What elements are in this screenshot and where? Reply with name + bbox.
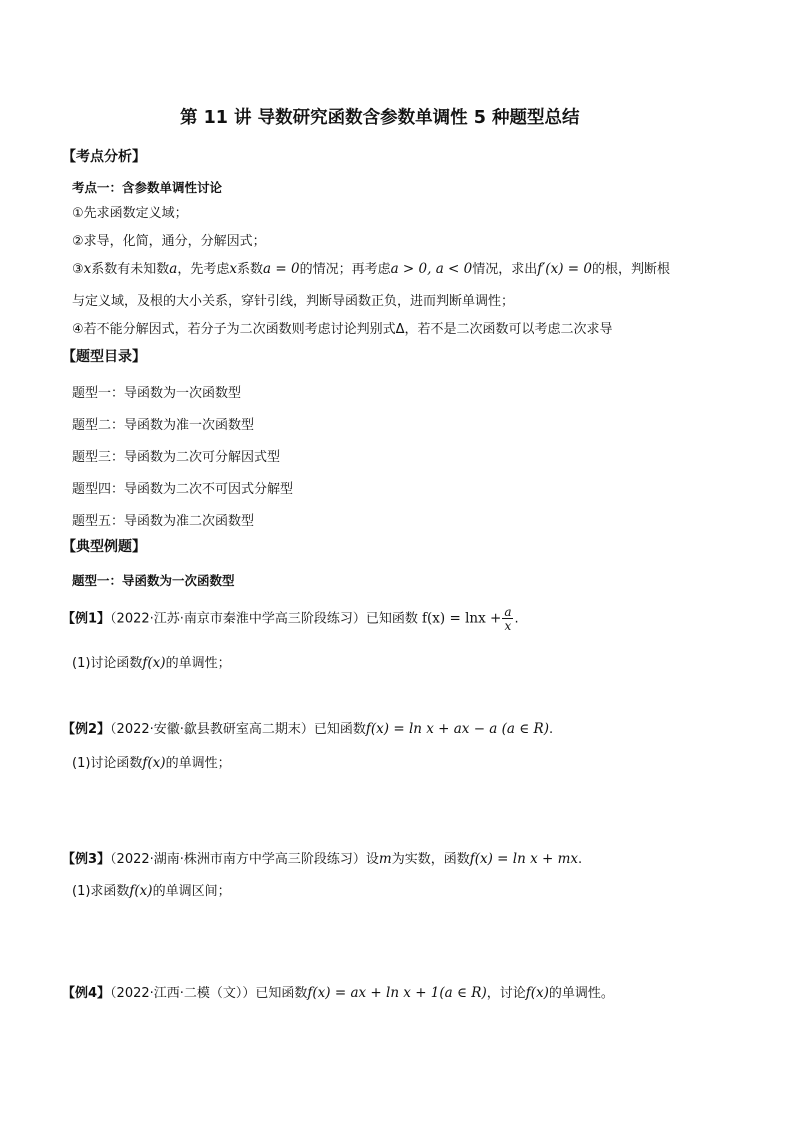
example2-stem <box>62 718 553 737</box>
example3-source: （2022·湖南·株洲市南方中学高三阶段练习）设 <box>110 852 379 867</box>
question-text: 的单调区间； <box>152 884 231 899</box>
example1-period: . <box>514 611 519 627</box>
example1-question1 <box>72 652 231 671</box>
example4-function: f(x) = ax + ln x + 1(a ∈ R) <box>307 985 487 1001</box>
question-text: (1)讨论函数 <box>72 656 143 671</box>
example4-end: 的单调性。 <box>548 986 614 1001</box>
section-heading-examples: 【典型例题】 <box>62 539 146 555</box>
example3-period: . <box>578 852 583 867</box>
example3-var-m: m <box>378 851 392 867</box>
example3-function: f(x) = ln x + mx <box>469 851 578 867</box>
example4-function-ref: f(x) <box>525 985 549 1001</box>
step3-formula: a > 0, a < 0 <box>390 261 473 277</box>
example2-tag: 【例2】 <box>62 722 111 737</box>
analysis-step3-line2: 与定义域，及根的大小关系，穿针引线，判断导函数正负，进而判断单调性； <box>72 294 515 309</box>
example3-tag: 【例3】 <box>62 852 111 867</box>
catalog-item: 题型五：导函数为准二次函数型 <box>72 514 255 529</box>
type1-heading: 题型一：导函数为一次函数型 <box>72 573 235 588</box>
step3-var-a: a <box>169 261 178 277</box>
step3-formula: a = 0 <box>263 261 300 277</box>
catalog-item: 题型一：导函数为一次函数型 <box>72 386 242 401</box>
example2-question1 <box>72 752 231 771</box>
example1-fraction <box>502 606 513 632</box>
example3-stem <box>62 848 582 867</box>
example1-function: f(x) = lnx + <box>422 610 502 627</box>
section-heading-analysis: 【考点分析】 <box>62 149 146 165</box>
example1-stem <box>62 606 519 632</box>
example2-period: . <box>548 722 554 737</box>
step3-text: 系数有未知数 <box>91 262 170 277</box>
step3-var-x: x <box>83 261 92 277</box>
example2-source: （2022·安徽·歙县教研室高二期末）已知函数 <box>110 722 366 737</box>
example4-tag: 【例4】 <box>62 986 111 1001</box>
question-function: f(x) <box>142 755 166 771</box>
catalog-item: 题型二：导函数为准一次函数型 <box>72 418 255 433</box>
example4-stem <box>62 982 614 1001</box>
fraction-denominator: x <box>504 619 512 633</box>
example4-source: （2022·江西·二模（文））已知函数 <box>110 986 308 1001</box>
analysis-step2: ②求导，化简，通分，分解因式； <box>72 234 266 249</box>
catalog-item: 题型四：导函数为二次不可因式分解型 <box>72 482 294 497</box>
question-function: f(x) <box>142 655 166 671</box>
step3-var-x: x <box>229 261 237 277</box>
example1-source: （2022·江苏·南京市秦淮中学高三阶段练习）已知函数 <box>110 611 418 627</box>
analysis-step3-line1 <box>72 258 670 277</box>
step3-text: 的根，判断根 <box>591 262 670 277</box>
fraction-numerator: a <box>504 605 512 619</box>
question-text: (1)求函数 <box>72 884 130 899</box>
question-text: (1)讨论函数 <box>72 756 143 771</box>
analysis-point1: 考点一：含参数单调性讨论 <box>72 180 223 195</box>
analysis-step4: ④若不能分解因式，若分子为二次函数则考虑讨论判别式Δ，若不是二次函数可以考虑二次求导 <box>72 322 613 337</box>
example3-question1 <box>72 880 231 899</box>
example2-function: f(x) = ln x + ax − a (a ∈ R) <box>365 721 549 737</box>
step3-formula: f′(x) = 0 <box>537 261 592 277</box>
step3-text: 系数 <box>237 262 264 277</box>
step3-text: 情况，求出 <box>472 262 538 277</box>
page-title: 第 11 讲 导数研究函数含参数单调性 5 种题型总结 <box>180 108 580 128</box>
question-text: 的单调性； <box>165 756 231 771</box>
step3-text: 的情况；再考虑 <box>299 262 391 277</box>
step3-lead: ③ <box>72 262 84 277</box>
example4-text: ，讨论 <box>486 986 526 1001</box>
question-function: f(x) <box>129 883 153 899</box>
example3-text: 为实数，函数 <box>391 852 470 867</box>
question-text: 的单调性； <box>165 656 231 671</box>
catalog-item: 题型三：导函数为二次可分解因式型 <box>72 450 281 465</box>
example1-tag: 【例1】 <box>62 611 111 627</box>
step3-text: ，先考虑 <box>177 262 230 277</box>
section-heading-catalog: 【题型目录】 <box>62 349 146 365</box>
analysis-step1: ①先求函数定义域； <box>72 206 188 221</box>
